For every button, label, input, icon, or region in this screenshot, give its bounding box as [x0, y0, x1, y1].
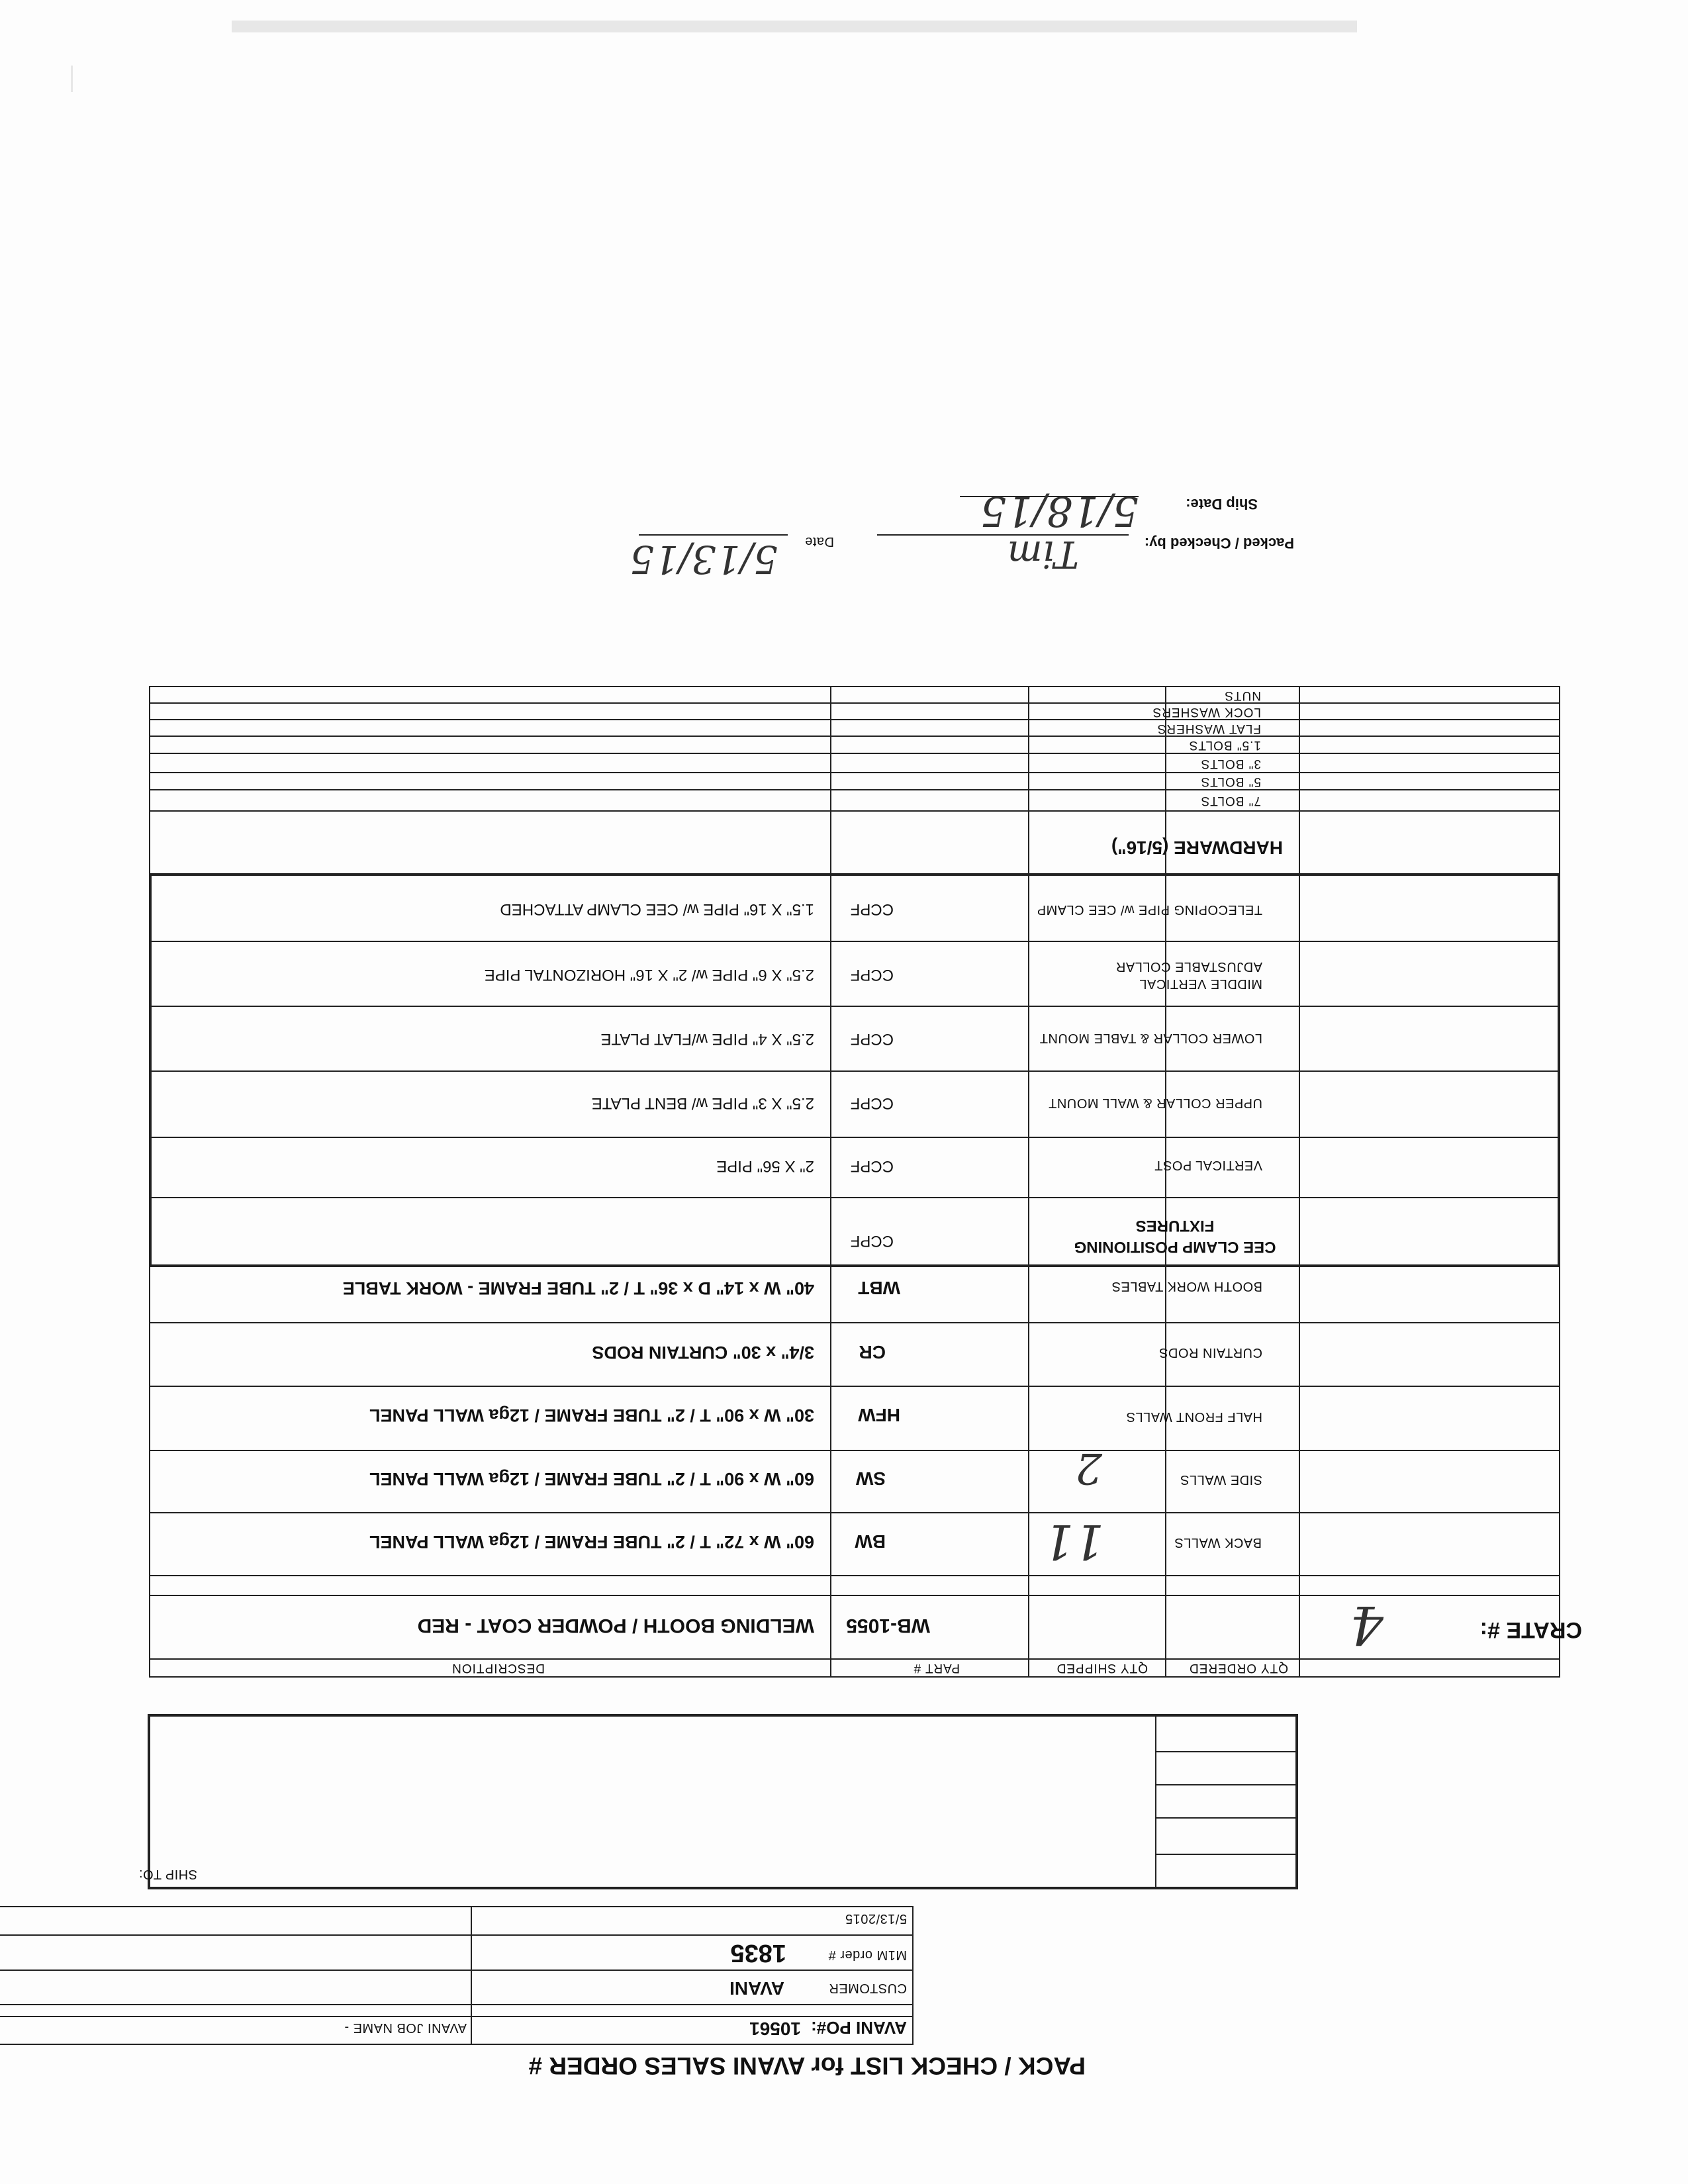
item-name-curtain-rods: CURTAIN RODS	[1158, 1345, 1262, 1360]
fixture-name-upper-collar: UPPER COLLAR & WALL MOUNT	[1048, 1096, 1262, 1110]
part-curtain-rods: CR	[859, 1342, 886, 1362]
item-name-side-walls: SIDE WALLS	[1180, 1472, 1262, 1487]
fixture-description-vertical-post: 2" X 56" PIPE	[716, 1157, 814, 1175]
order-date: 5/13/2015	[845, 1911, 907, 1926]
scan-bleed-mark	[232, 21, 1357, 32]
qty-shipped-back-walls: 11	[1043, 1514, 1104, 1570]
fixture-part-upper-collar: CCPF	[850, 1094, 894, 1112]
fixture-name-telecoping-pipe: TELECOPING PIPE w/ CEE CLAMP	[1037, 902, 1262, 917]
fixtures-heading: CEE CLAMP POSITIONING FIXTURES	[1074, 1217, 1276, 1256]
m1m-value: 1835	[730, 1939, 786, 1967]
fixtures-part: CCPF	[850, 1232, 894, 1250]
scan-speck	[71, 66, 73, 92]
description-back-walls: 60" W x 72" T / 2" TUBE FRAME / 12ga WALL PANEL	[369, 1532, 814, 1552]
description-booth-work-tables: 40" W x 14" D x 36" T / 2" TUBE FRAME - WORK TABLE	[342, 1278, 814, 1298]
part-booth-work-tables: WBT	[858, 1278, 900, 1298]
fixture-part-vertical-post: CCPF	[850, 1157, 894, 1175]
fixture-name-vertical-post: VERTICAL POST	[1154, 1158, 1262, 1172]
fixture-description-telecoping-pipe: 1.5" X 16" PIPE w/ CEE CLAMP ATTACHED	[500, 900, 814, 918]
part-side-walls: SW	[855, 1468, 886, 1489]
fixture-name-lower-collar: LOWER COLLAR & TABLE MOUNT	[1039, 1031, 1262, 1045]
fixture-description-upper-collar: 2.5" X 3" PIPE w/ BENT PLATE	[591, 1094, 814, 1112]
col-description: DESCRIPTION	[451, 1661, 545, 1675]
item-name-half-front-walls: HALF FRONT WALLS	[1126, 1409, 1262, 1424]
col-qty-shipped: QTY SHIPPED	[1056, 1661, 1148, 1675]
hardware-item-lock-washers: LOCK WASHERS	[1152, 705, 1261, 719]
packed-date-value: 5/13/15	[630, 537, 778, 582]
col-qty-ordered: QTY ORDERED	[1188, 1661, 1288, 1675]
po-label: AVANI PO#:	[811, 2018, 907, 2038]
fixture-name-middle-collar: MIDDLE VERTICAL ADJUSTABLE COLLAR	[1115, 959, 1262, 991]
description-curtain-rods: 3/4" x 30" CURTAIN RODS	[592, 1343, 814, 1362]
hardware-item-1-5in-bolts: 1.5" BOLTS	[1188, 738, 1261, 752]
part-back-walls: BW	[855, 1531, 886, 1552]
po-number: 10561	[749, 2018, 801, 2039]
hardware-item-7in-bolts: 7" BOLTS	[1200, 794, 1261, 808]
packed-checked-value: Tim	[1007, 532, 1079, 575]
qty-shipped-side-walls: 2	[1075, 1443, 1102, 1492]
ship-date-value: 5/18/15	[980, 487, 1139, 536]
description-side-walls: 60" W x 90" T / 2" TUBE FRAME / 12ga WALL PANEL	[369, 1469, 814, 1489]
fixture-description-middle-collar: 2.5" X 6" PIPE w/ 2" X 16" HORIZONTAL PIPE	[484, 966, 814, 984]
customer-value: AVANI	[729, 1978, 784, 1999]
crate-label: CRATE #:	[1479, 1617, 1582, 1642]
fixture-part-telecoping-pipe: CCPF	[850, 900, 894, 918]
customer-label: CUSTOMER	[828, 1981, 907, 1995]
item-name-back-walls: BACK WALLS	[1174, 1535, 1262, 1550]
fixture-part-lower-collar: CCPF	[850, 1030, 894, 1048]
m1m-label: M1M order #	[828, 1948, 907, 1962]
ship-to-label: SHIP TO:	[138, 1867, 197, 1881]
item-name-booth-work-tables: BOOTH WORK TABLES	[1111, 1279, 1262, 1294]
hardware-item-nuts: NUTS	[1224, 688, 1261, 702]
ship-date-label: Ship Date:	[1186, 496, 1258, 512]
crate-value: 4	[1350, 1594, 1383, 1656]
fixture-part-middle-collar: CCPF	[850, 966, 894, 984]
hardware-item-5in-bolts: 5" BOLTS	[1200, 775, 1261, 788]
product-part: WB-1055	[846, 1615, 930, 1637]
description-half-front-walls: 30" W x 90" T / 2" TUBE FRAME / 12ga WALL PANEL	[369, 1405, 814, 1425]
product-description: WELDING BOOTH / POWDER COAT - RED	[417, 1615, 814, 1637]
hardware-item-flat-washers: FLAT WASHERS	[1156, 722, 1261, 736]
packed-checked-label: Packed / Checked by:	[1144, 535, 1294, 551]
hardware-heading: HARDWARE (5/16")	[1111, 837, 1283, 858]
part-half-front-walls: HFW	[858, 1405, 900, 1425]
packed-date-label: Date	[804, 534, 834, 549]
job-name-label: AVANI JOB NAME -	[344, 2020, 467, 2035]
col-part: PART #	[913, 1661, 960, 1675]
page-title: PACK / CHECK LIST for AVANI SALES ORDER #	[528, 2052, 1086, 2079]
fixture-description-lower-collar: 2.5" X 4" PIPE w/FLAT PLATE	[600, 1030, 814, 1048]
hardware-item-3in-bolts: 3" BOLTS	[1200, 757, 1261, 771]
ship-to-box	[148, 1714, 1298, 1889]
